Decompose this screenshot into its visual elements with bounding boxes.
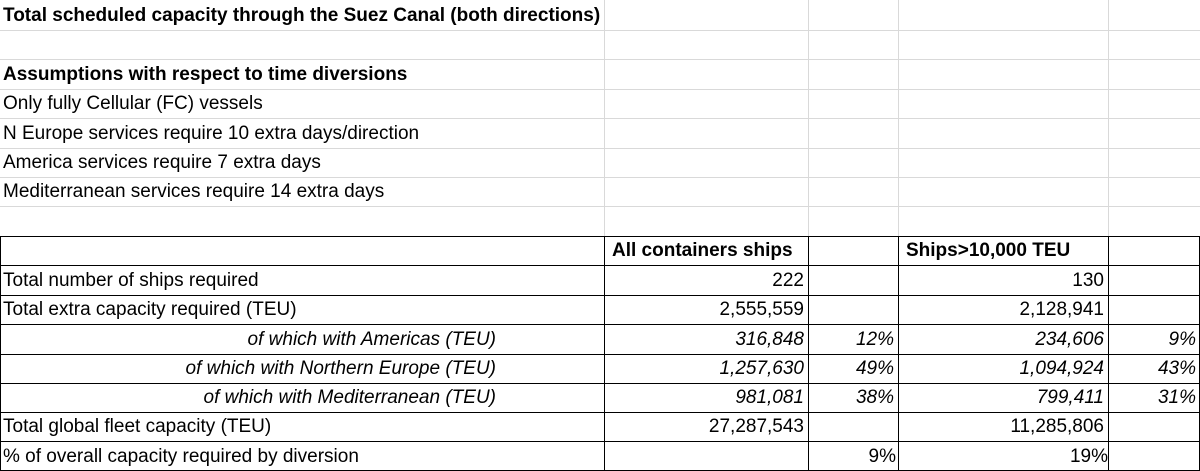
table-row [0, 265, 1200, 295]
cell-percent [1108, 412, 1200, 441]
table-border [898, 236, 899, 471]
cell-value: 316,848 [735, 328, 804, 350]
cell-percent: 31% [1157, 387, 1196, 408]
cell-value: 130 [1072, 269, 1104, 291]
table-border [604, 236, 605, 471]
table-row [0, 295, 1200, 324]
row-label: % of overall capacity required by diversion [3, 445, 359, 467]
row-label: of which with Northern Europe (TEU) [185, 358, 496, 379]
assumption-line: Only fully Cellular (FC) vessels [3, 93, 263, 114]
table-row [0, 324, 1200, 354]
gridline [0, 206, 1200, 207]
cell-percent [1108, 265, 1200, 295]
table-border [0, 383, 1200, 384]
table-border [0, 236, 1200, 237]
table-border [0, 236, 1, 471]
cell-percent [808, 295, 898, 324]
table-border [0, 412, 1200, 413]
cell-value: 1,094,924 [1019, 358, 1104, 379]
table-row [0, 354, 1200, 383]
table-border [808, 236, 809, 471]
cell-value: 2,128,941 [1019, 299, 1104, 320]
cell-percent: 43% [1157, 358, 1196, 379]
table-row [0, 383, 1200, 412]
cell-value [604, 441, 808, 471]
assumptions-heading: Assumptions with respect to time diversions [3, 63, 408, 85]
table-border [0, 295, 1200, 296]
row-label: Total global fleet capacity (TEU) [3, 416, 272, 437]
table-row [0, 412, 1200, 441]
cell-value: 234,606 [1035, 328, 1104, 350]
table-border [1108, 236, 1109, 471]
assumption-line: Mediterranean services require 14 extra days [3, 181, 385, 202]
table-border [0, 265, 1200, 266]
cell-percent [1108, 295, 1200, 324]
assumption-row [0, 177, 1200, 206]
cell-percent: 12% [855, 328, 894, 350]
row-label: of which with Mediterranean (TEU) [203, 387, 496, 408]
column-header-all-ships: All containers ships [612, 240, 793, 261]
assumption-row [0, 89, 1200, 118]
cell-percent [808, 265, 898, 295]
table-border [0, 324, 1200, 325]
assumption-line: America services require 7 extra days [3, 152, 321, 173]
title-row [0, 0, 1200, 30]
assumption-row [0, 148, 1200, 177]
cell-value: 222 [772, 269, 804, 291]
cell-value: 11,285,806 [1010, 416, 1104, 437]
table-border [0, 354, 1200, 355]
cell-percent: 19% [1069, 445, 1108, 467]
row-label: of which with Americas (TEU) [247, 328, 496, 350]
cell-value: 981,081 [735, 387, 804, 408]
cell-percent: 49% [855, 358, 894, 379]
assumption-row [0, 118, 1200, 148]
assumption-line: N Europe services require 10 extra days/direction [3, 122, 420, 144]
cell-percent [808, 412, 898, 441]
cell-percent: 9% [1168, 328, 1196, 350]
column-header-large-ships: Ships>10,000 TEU [906, 240, 1071, 261]
cell-percent: 9% [868, 445, 896, 467]
table-row [0, 441, 1200, 471]
cell-value: 27,287,543 [708, 416, 804, 437]
page-title: Total scheduled capacity through the Suez Canal (both directions) [3, 4, 601, 26]
row-label: Total extra capacity required (TEU) [3, 299, 297, 320]
cell-percent: 38% [855, 387, 894, 408]
row-label: Total number of ships required [3, 269, 259, 291]
cell-value: 2,555,559 [719, 299, 804, 320]
gridline [0, 30, 1200, 31]
cell-value: 799,411 [1036, 387, 1104, 408]
cell-value: 1,257,630 [719, 358, 804, 379]
assumptions-heading-row [0, 59, 1200, 89]
table-border [0, 441, 1200, 442]
table-header-row [0, 236, 1200, 265]
